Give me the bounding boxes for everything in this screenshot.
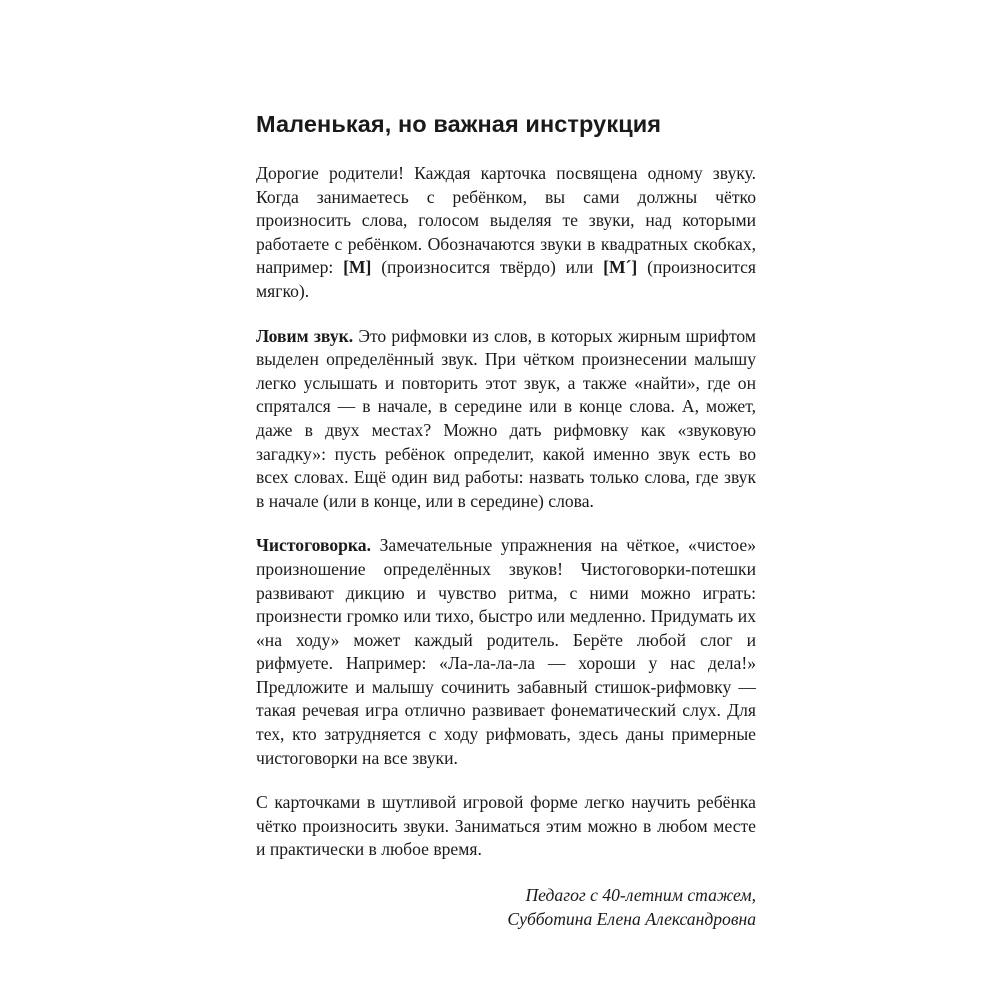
- tongue-twister-body: Замечательные упражнения на чёткое, «чистое» произношение определённых звуков! Чистоговорки-потешки развивают дикцию и чувство ритма, с ними можно играть: произнести громко или тихо, быстро или медленно. Придумать их «на ходу» может каждый родитель. Берёте любой слог и рифмуете. Например: «Ла-ла-ла-ла — хороши у нас дела!» Предложите и малышу сочинить забавный стишок-рифмовку — такая речевая игра отлично развивает фонематический слух. Для тех, кто затрудняется с ходу рифмовать, здесь даны примерные чистоговорки на все звуки.: [256, 535, 756, 768]
- author-name: Субботина Елена Александровна: [507, 909, 756, 930]
- tongue-twister-heading: Чистоговорка.: [256, 535, 372, 556]
- instruction-page: [256, 108, 756, 931]
- catch-sound-body: Это рифмовки из слов, в которых жирным шрифтом выделен определённый звук. При чётком произнесении малышу легко услышать и повторить этот звук, а также «найти», где он спрятался — в начале, в середине или в конце слова. А, может, даже в двух местах? Можно дать рифмовку как «звуковую загадку»: пусть ребёнок определит, какой именно звук есть во всех словах. Ещё один вид работы: назвать только слова, где звук в начале (или в конце, или в середине) слова.: [256, 325, 756, 511]
- author-credentials: Педагог с 40-летним стажем,: [525, 885, 756, 906]
- tongue-twister-paragraph: [256, 534, 756, 770]
- page-title: Маленькая, но важная инструкция: [256, 111, 662, 137]
- sound-hard-notation: [М]: [343, 257, 372, 278]
- intro-text-1: Дорогие родители! Каждая карточка посвящена одному звуку. Когда занимаетесь с ребёнком, вы сами должны чётко произносить слова, голосом выделяя те звуки, над которыми работаете с ребёнком. Обозначаются звуки в квадратных скобках, например:: [256, 163, 756, 278]
- closing-paragraph: С карточками в шутливой игровой форме легко научить ребёнка чётко произносить звуки. Заниматься этим можно в любом месте и практически в любое время.: [256, 792, 756, 860]
- catch-sound-heading: Ловим звук.: [256, 325, 354, 346]
- intro-text-3: (произносится мягко).: [256, 257, 756, 301]
- catch-sound-paragraph: [256, 325, 756, 514]
- intro-paragraph: [256, 162, 756, 304]
- sound-soft-notation: [М´]: [603, 257, 638, 278]
- intro-text-2: (произносится твёрдо) или: [371, 257, 604, 278]
- author-signature: [256, 883, 756, 931]
